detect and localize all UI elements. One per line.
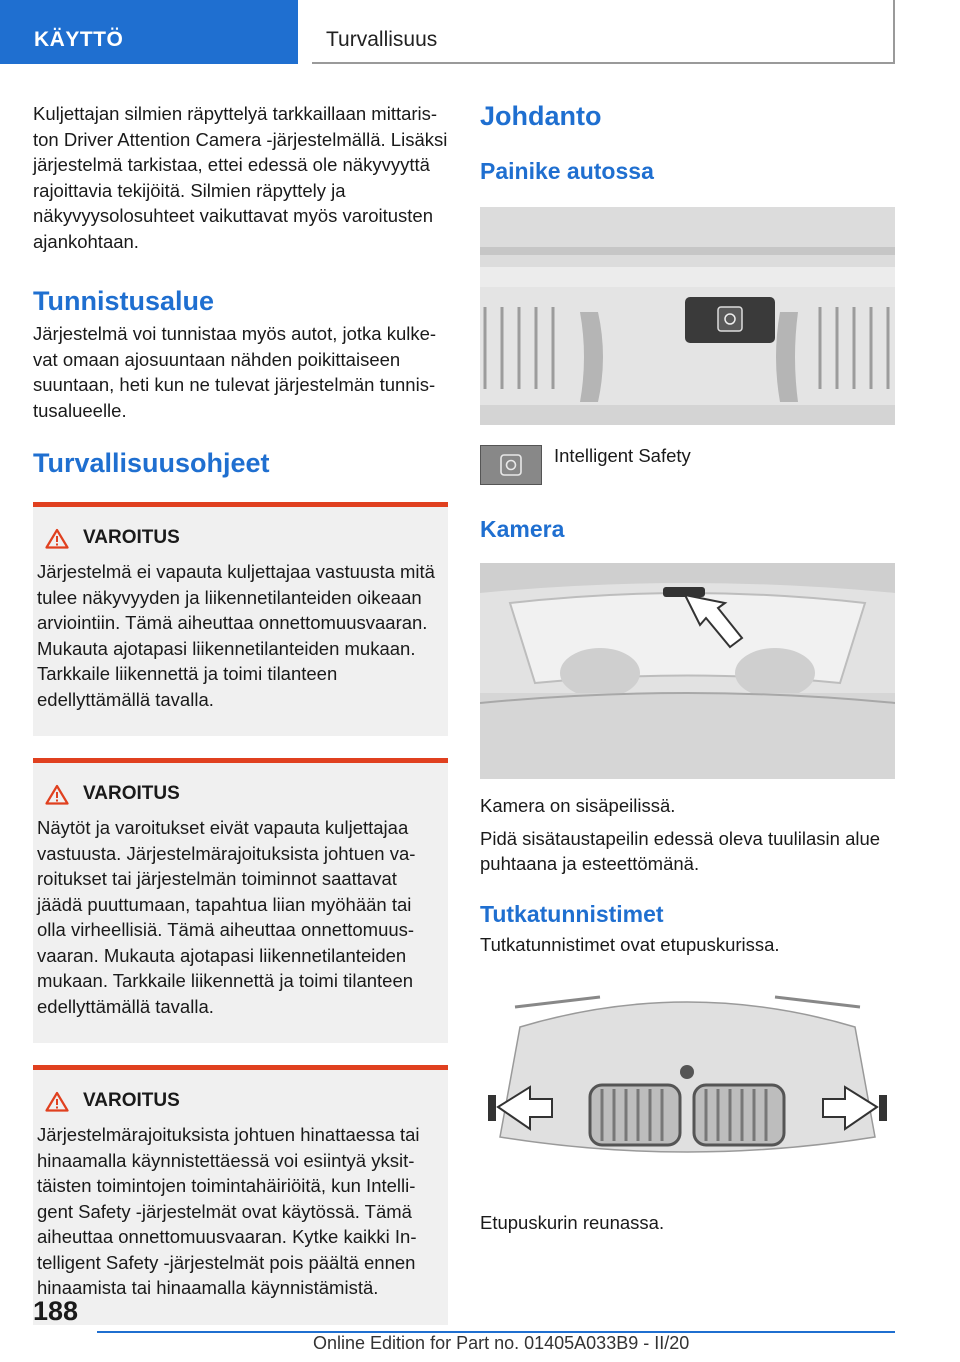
warning-title: VAROITUS — [83, 1090, 180, 1111]
warning-box — [33, 1065, 448, 1325]
heading-painike-autossa: Painike autossa — [480, 158, 654, 184]
tutka-caption: Etupuskurin reunassa. — [480, 1212, 665, 1233]
warning-triangle-icon — [45, 784, 69, 805]
interior-camera-photo — [480, 563, 895, 779]
heading-turvallisuusohjeet: Turvallisuusohjeet — [33, 448, 270, 478]
warning-box — [33, 502, 448, 736]
tutka-paragraph: Tutkatunnistimet ovat etupuskurissa. — [480, 933, 780, 955]
button-label: Intelligent Safety — [554, 445, 691, 466]
warning-text: Näytöt ja varoitukset eivät vapauta kuljettajaa vastuusta. Järjestelmärajoituksista johtuen varoitukset tai järjestelmän toiminnot saattavat jäädä puuttumaan, tapahtua liian myöhään tai olla virheellisiä. Tämä aiheuttaa onnettomuusvaaran. Mukauta ajotapasi liikennetilanteiden mukaan. Tarkkaile liikennettä ja toimi tilanteen edellyttämällä tavalla. — [37, 817, 416, 1017]
front-bumper-photo — [480, 977, 895, 1197]
dashboard-button-photo — [480, 207, 895, 425]
warning-text: Järjestelmärajoituksista johtuen hinattaessa tai hinaamalla käynnistettäessä voi esiintyä yksittäisten toimintojen toimintahäiriöitä, kun Intelligent Safety -järjestelmät ovat käytössä. Tämä aiheuttaa onnettomuusvaaran. Kytke kaikki Intelligent Safety -järjestelmät pois päältä ennen hinaamista tai hinaamalla käynnistämistä. — [37, 1124, 420, 1298]
intro-paragraph: Kuljettajan silmien räpyttelyä tarkkaillaan mittariston Driver Attention Camera -järjestelmällä. Lisäksi järjestelmä tarkistaa, ettei edessä ole näkyvyyttä rajoittavia tekijöitä. Silmien räpyttely ja näkyvyysolosuhteet vaikuttavat myös varoitusten ajankohtaan. — [33, 103, 448, 252]
chapter-title: Turvallisuus — [312, 0, 895, 64]
section-tab: KÄYTTÖ — [0, 0, 298, 64]
warning-triangle-icon — [45, 1091, 69, 1112]
heading-kamera: Kamera — [480, 516, 565, 542]
page-number: 188 — [33, 1296, 79, 1326]
intelligent-safety-button-icon — [480, 445, 542, 485]
footer-edition: Online Edition for Part no. 01405A033B9 - II/20 — [313, 1333, 690, 1353]
warning-box — [33, 758, 448, 1043]
kamera-paragraph-1: Kamera on sisäpeilissä. — [480, 795, 676, 816]
heading-tutkatunnistimet: Tutkatunnistimet — [480, 900, 664, 927]
warning-title: VAROITUS — [83, 527, 180, 548]
kamera-paragraph-2: Pidä sisätaustapeilin edessä oleva tuulilasin alue puhtaana ja esteettömänä. — [480, 827, 881, 874]
heading-johdanto: Johdanto — [480, 101, 602, 131]
left-column — [33, 101, 448, 1325]
heading-tunnistusalue: Tunnistusalue — [33, 286, 215, 316]
warning-text: Järjestelmä ei vapauta kuljettajaa vastuusta mitä tulee näkyvyyden ja liikennetilanteiden oikeaan arviointiin. Tämä aiheuttaa onnettomuusvaaran. Mukauta ajotapasi liikennetilanteiden mukaan. Tarkkaile liikennettä ja toimi tilanteen edellyttämällä tavalla. — [37, 561, 435, 710]
warning-triangle-icon — [45, 528, 69, 549]
right-column — [480, 101, 895, 1236]
warning-title: VAROITUS — [83, 783, 180, 804]
tunnistusalue-paragraph: Järjestelmä voi tunnistaa myös autot, jotka kulkevat omaan ajosuuntaan nähden poikittaiseen suuntaan, heti kun ne tulevat järjestelmän tunnistusalueelle. — [33, 323, 437, 421]
